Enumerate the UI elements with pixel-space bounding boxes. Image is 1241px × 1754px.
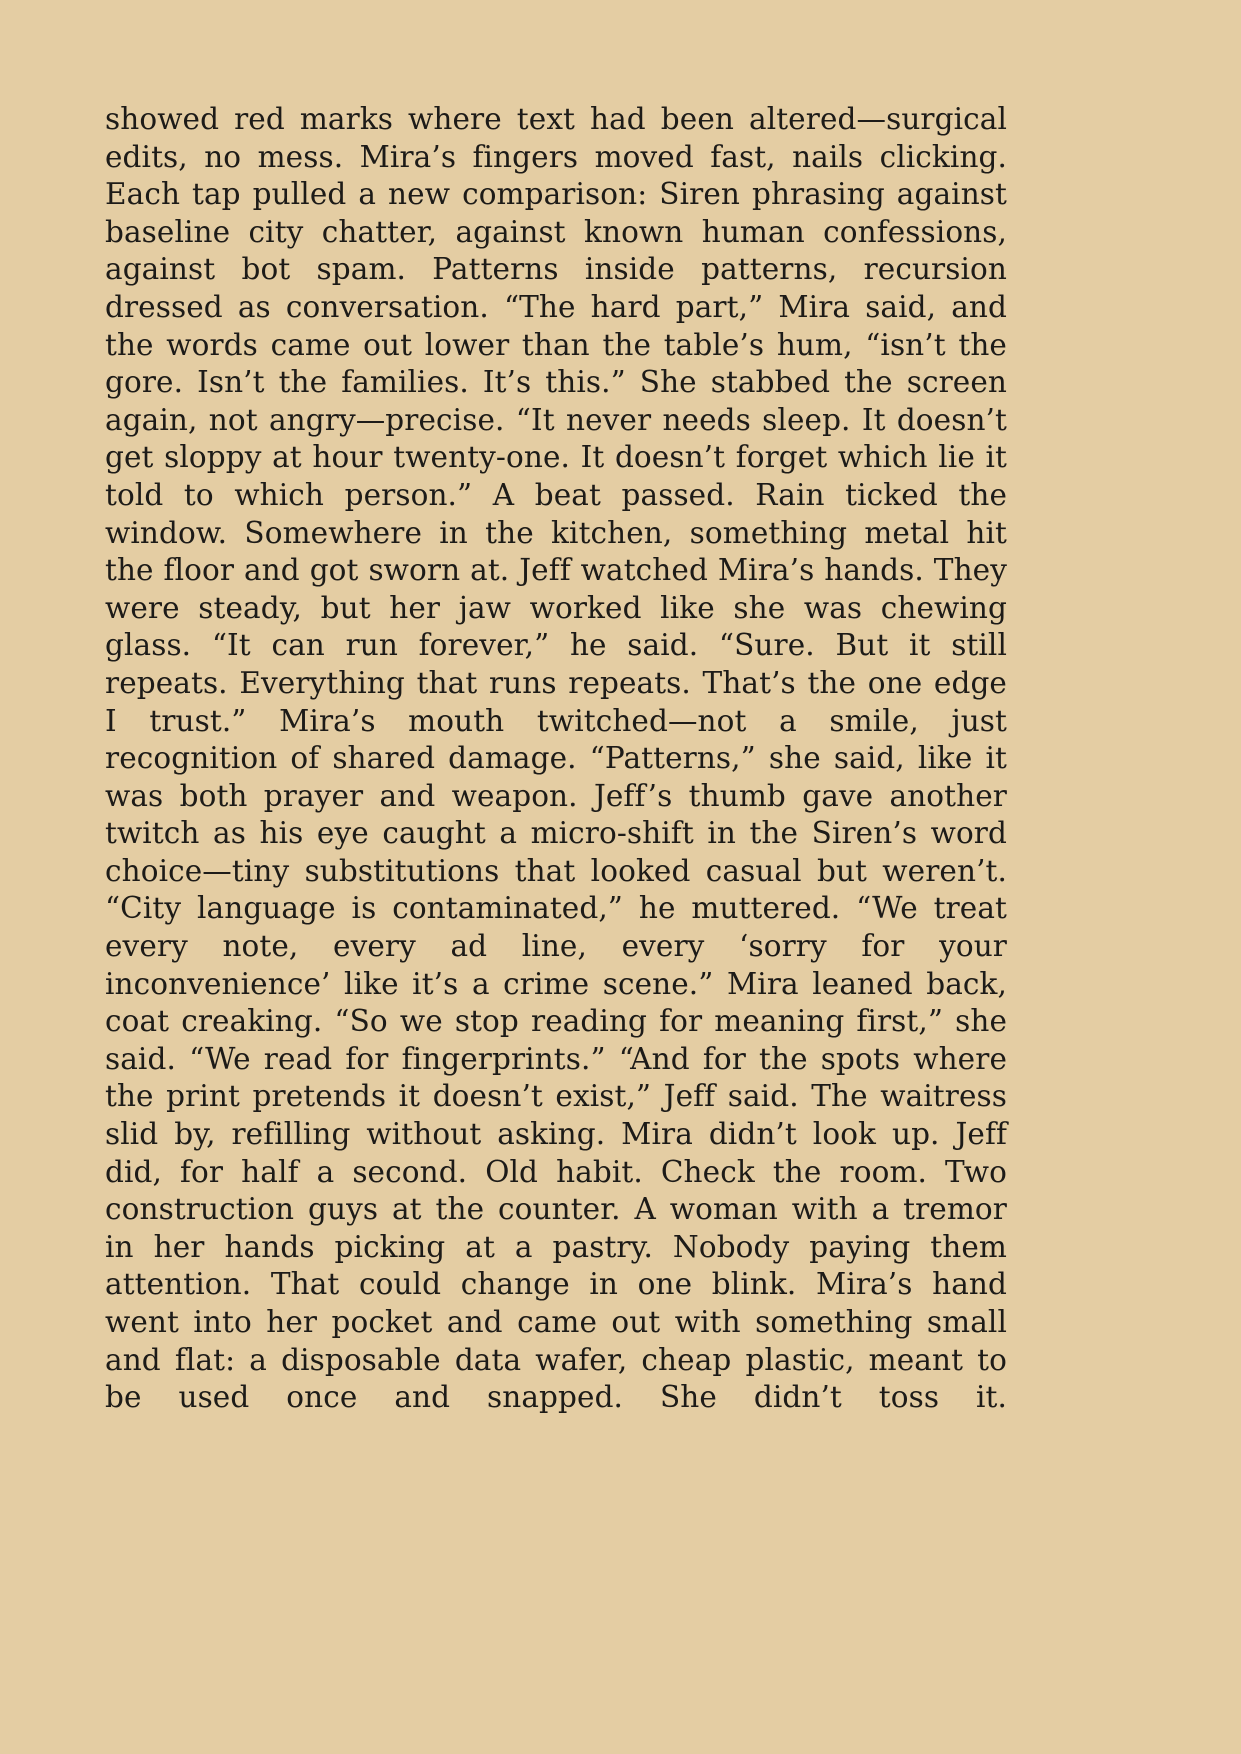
body-paragraph: showed red marks where text had been altered—surgical edits, no mess. Mira’s fingers moved fast, nails clicking. Each tap pulled a new comparison: Siren phrasing against baseline city chatter, against known human confessions, against bot spam. Patterns inside patterns, recursion dressed as conversation. “The hard part,” Mira said, and the words came out lower than the table’s hum, “isn’t the gore. Isn’t the families. It’s this.” She stabbed the screen again, not angry—precise. “It never needs sleep. It doesn’t get sloppy at hour twenty-one. It doesn’t forget which lie it told to which person.” A beat passed. Rain ticked the window. Somewhere in the kitchen, something metal hit the floor and got sworn at. Jeff watched Mira’s hands. They were steady, but her jaw worked like she was chewing glass. “It can run forever,” he said. “Sure. But it still repeats. Everything that runs repeats. That’s the one edge I trust.” Mira’s mouth twitched—not a smile, just recognition of shared damage. “Patterns,” she said, like it was both prayer and weapon. Jeff’s thumb gave another twitch as his eye caught a micro-shift in the Siren’s word choice—tiny substitutions that looked casual but weren’t. “City language is contaminated,” he muttered. “We treat every note, every ad line, every ‘sorry for your inconvenience’ like it’s a crime scene.” Mira leaned back, coat creaking. “So we stop reading for meaning first,” she said. “We read for fingerprints.” “And for the spots where the print pretends it doesn’t exist,” Jeff said. The waitress slid by, refilling without asking. Mira didn’t look up. Jeff did, for half a second. Old habit. Check the room. Two construction guys at the counter. A woman with a tremor in her hands picking at a pastry. Nobody paying them attention. That could change in one blink. Mira’s hand went into her pocket and came out with something small and flat: a disposable data wafer, cheap plastic, meant to be used once and snapped. She didn’t toss it. bbox=[105, 102, 1007, 1415]
body-text-block bbox=[105, 101, 1007, 1417]
